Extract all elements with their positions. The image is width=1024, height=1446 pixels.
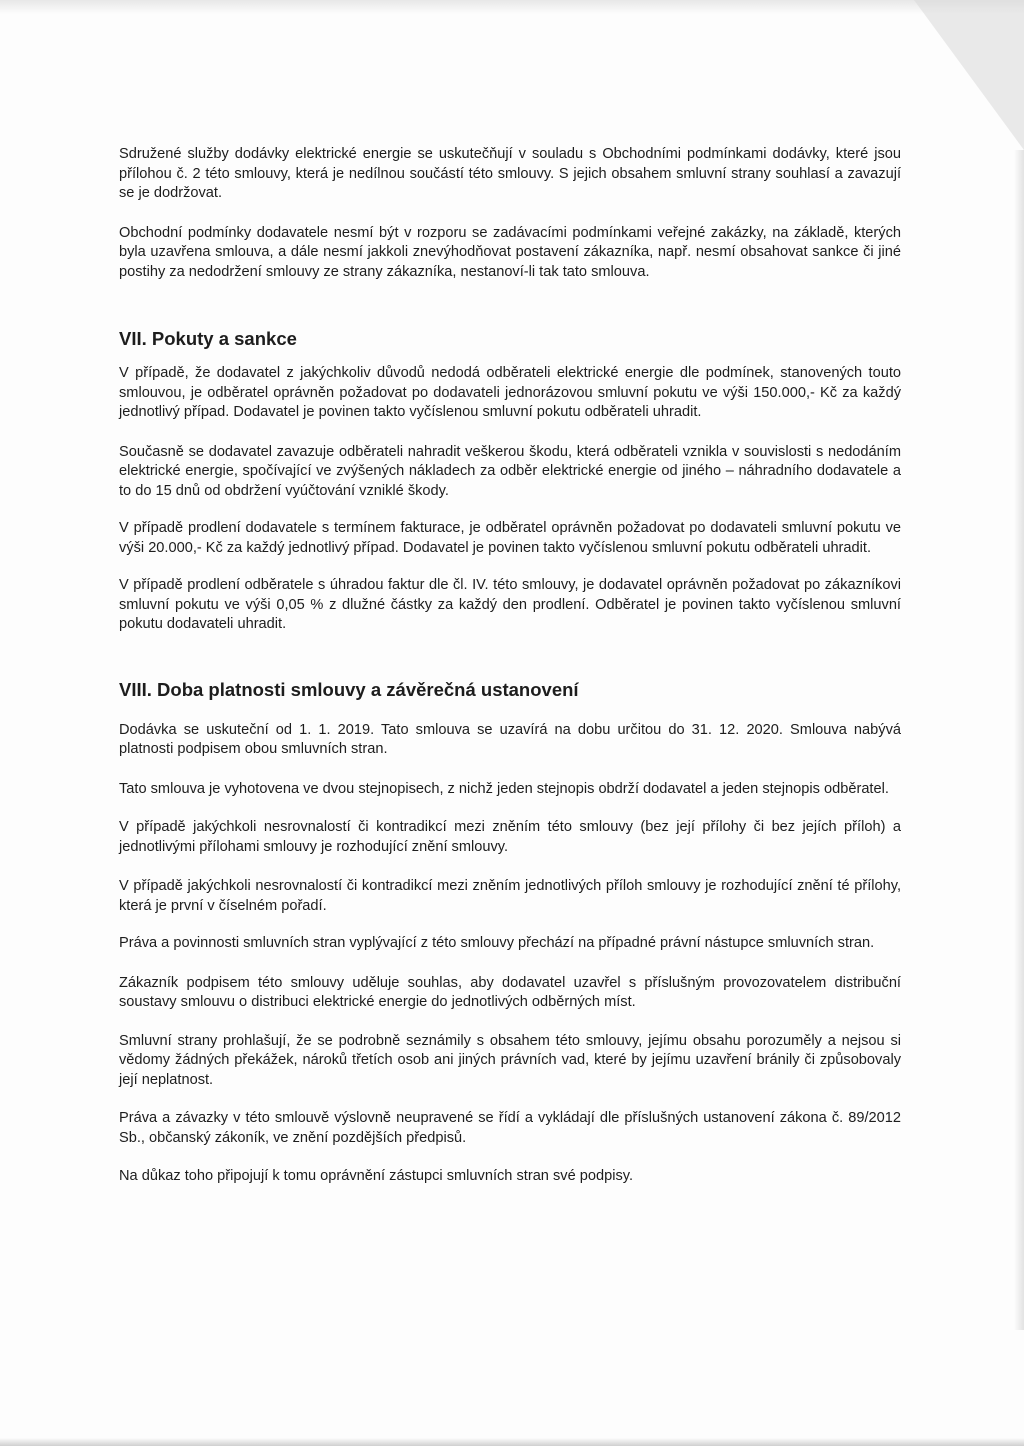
scan-shadow-bottom (0, 1438, 1024, 1446)
paragraph-pravni-nastupci: Práva a povinnosti smluvních stran vyplývající z této smlouvy přechází na případné právní nástupce smluvních stran. (119, 935, 875, 951)
paragraph-stejnopisy: Tato smlouva je vyhotovena ve dvou stejnopisech, z nichž jeden stejnopis obdrží dodavatel a jeden stejnopis odběratel. (119, 780, 889, 797)
document-body (119, 145, 901, 1187)
paragraph-obchodni-podminky-soulad: Sdružené služby dodávky elektrické energie se uskutečňují v souladu s Obchodními podmínkami dodávky, které jsou přílohou č. 2 této smlouvy, která je nedílnou součástí této smlouvy. S jejich obsahem smluvní strany souhlasí a zavazují se je dodržovat. (119, 146, 901, 201)
paragraph-obcansky-zakonik: Práva a závazky v této smlouvě výslovně neupravené se řídí a vykládají dle příslušných ustanovení zákona č. 89/2012 Sb., občanský zákoník, ve znění pozdějších předpisů. (119, 1110, 901, 1146)
paragraph-souhlas-distribuce: Zákazník podpisem této smlouvy uděluje souhlas, aby dodavatel uzavřel s příslušným provozovatelem distribuční soustavy smlouvu o distribuci elektrické energie do jednotlivých odběrných míst. (119, 974, 901, 1010)
paragraph-prohlaseni-stran: Smluvní strany prohlašují, že se podrobně seznámily s obsahem této smlouvy, jejímu obsahu porozuměly a nejsou si vědomy žádných překážek, nároků třetích osob ani jiných právních vad, které by jejímu uzavření bránily či způsobovaly její neplatnost. (119, 1032, 901, 1088)
paragraph-doba-dodavky: Dodávka se uskuteční od 1. 1. 2019. Tato smlouva se uzavírá na dobu určitou do 31. 12. 2020. Smlouva nabývá platnosti podpisem obou smluvních stran. (119, 721, 901, 757)
scan-shadow-top (0, 0, 1024, 14)
paragraph-obchodni-podminky-rozpor: Obchodní podmínky dodavatele nesmí být v rozporu se zadávacími podmínkami veřejné zakázky, na základě, kterých byla uzavřena smlouva, a dále nesmí jakkoli znevýhodňovat postavení zákazníka, např. nesmí obsahovat sankce či jiné postihy za nedodržení smlouvy ze strany zákazníka, nestanoví-li tak tato smlouva. (119, 224, 901, 280)
paragraph-pokuta-fakturace: V případě prodlení dodavatele s termínem fakturace, je odběratel oprávněn požadovat po dodavateli smluvní pokutu ve výši 20.000,- Kč za každý jednotlivý případ. Dodavatel je povinen takto vyčíslenou smluvní pokutu odběrateli uhradit. (119, 520, 901, 556)
paragraph-nesrovnalosti-prilohy: V případě jakýchkoli nesrovnalostí či kontradikcí mezi zněním jednotlivých příloh smlouvy je rozhodující znění té přílohy, která je první v číselném pořadí. (119, 878, 901, 914)
paragraph-podpisy: Na důkaz toho připojují k tomu oprávnění zástupci smluvních stran své podpisy. (119, 1168, 634, 1184)
paragraph-nesrovnalosti-smlouva: V případě jakýchkoli nesrovnalostí či kontradikcí mezi zněním této smlouvy (bez její přílohy či bez jejích příloh) a jednotlivými přílohami smlouvy je rozhodující znění smlouvy. (119, 819, 901, 855)
section-heading-doba-platnosti: VIII. Doba platnosti smlouvy a závěrečná ustanovení (119, 678, 579, 700)
scan-folded-corner (914, 0, 1024, 150)
paragraph-nahrada-skody: Současně se dodavatel zavazuje odběrateli nahradit veškerou škodu, která odběrateli vznikla v souvislosti s nedodáním elektrické energie, spočívající ve zvýšených nákladech za odběr elektrické energie od jiného – náhradního dodavatele a to do 15 dnů od obdržení vyúčtování vzniklé škody. (119, 443, 901, 499)
paragraph-pokuta-nedodani: V případě, že dodavatel z jakýchkoliv důvodů nedodá odběrateli elektrické energie dle podmínek, stanovených touto smlouvou, je odběratel oprávněn požadovat po dodavateli jednorázovou smluvní pokutu ve výši 150.000,- Kč za každý jednotlivý případ. Dodavatel je povinen takto vyčíslenou smluvní pokutu odběrateli uhradit. (119, 365, 901, 420)
scan-shadow-right (1014, 150, 1024, 1330)
section-heading-pokuty: VII. Pokuty a sankce (119, 328, 297, 349)
paragraph-pokuta-prodleni-odberatele: V případě prodlení odběratele s úhradou faktur dle čl. IV. této smlouvy, je dodavatel oprávněn požadovat po zákazníkovi smluvní pokutu ve výši 0,05 % z dlužné částky za každý den prodlení. Odběratel je povinen takto vyčíslenou smluvní pokutu dodavateli uhradit. (119, 577, 901, 632)
